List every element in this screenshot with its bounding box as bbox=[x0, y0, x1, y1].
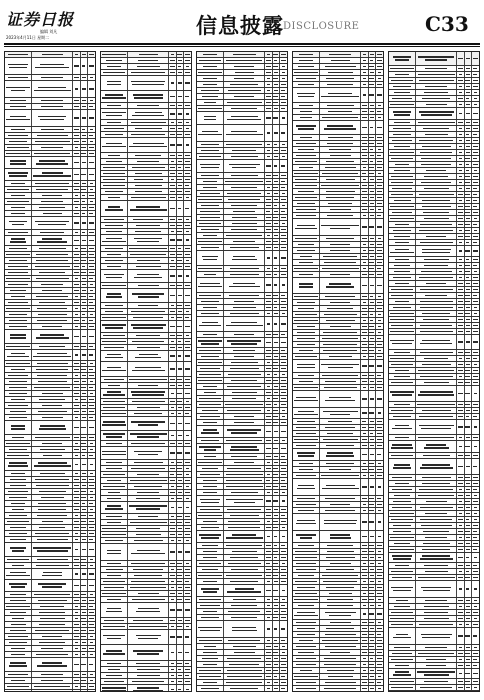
page-number: C33 bbox=[425, 12, 469, 36]
table-row bbox=[5, 110, 95, 127]
table-row bbox=[293, 449, 383, 461]
table-row bbox=[293, 121, 383, 135]
issue-date: 2023年4月11日 星期二 bbox=[6, 35, 50, 40]
table-row bbox=[197, 621, 287, 638]
table-row bbox=[5, 459, 95, 471]
table-row bbox=[197, 251, 287, 266]
table-row bbox=[293, 391, 383, 408]
table-row bbox=[5, 690, 95, 692]
table-row bbox=[197, 338, 287, 348]
table-row bbox=[5, 81, 95, 98]
table-row bbox=[101, 447, 191, 460]
table-row bbox=[197, 496, 287, 507]
table-row bbox=[101, 235, 191, 246]
table-row bbox=[101, 321, 191, 333]
table-row bbox=[5, 169, 95, 181]
table-row bbox=[101, 362, 191, 377]
table-row bbox=[5, 58, 95, 75]
table-row bbox=[5, 157, 95, 169]
table-row bbox=[389, 52, 479, 66]
table-row bbox=[389, 108, 479, 120]
table-row bbox=[293, 278, 383, 294]
table-row bbox=[293, 479, 383, 496]
table-row bbox=[5, 217, 95, 230]
table-row bbox=[293, 609, 383, 620]
table-row bbox=[101, 645, 191, 661]
table-row bbox=[101, 289, 191, 303]
table-row bbox=[101, 544, 191, 561]
table-row bbox=[389, 691, 479, 692]
table-row bbox=[293, 408, 383, 419]
table-column-3 bbox=[196, 51, 288, 692]
table-row bbox=[5, 543, 95, 557]
table-row bbox=[197, 531, 287, 543]
table-row bbox=[101, 389, 191, 399]
table-row bbox=[197, 278, 287, 293]
table-row bbox=[389, 669, 479, 679]
table-row bbox=[293, 514, 383, 531]
table-row bbox=[101, 91, 191, 103]
table-row bbox=[389, 581, 479, 598]
table-row bbox=[389, 386, 479, 402]
table-row bbox=[197, 112, 287, 125]
table-row bbox=[5, 236, 95, 246]
table-row bbox=[5, 330, 95, 344]
table-row bbox=[101, 138, 191, 153]
section-title-en: DISCLOSURE bbox=[283, 21, 360, 32]
table-row bbox=[101, 351, 191, 362]
table-row bbox=[5, 580, 95, 592]
table-row bbox=[101, 201, 191, 217]
table-row bbox=[101, 630, 191, 645]
table-row bbox=[197, 125, 287, 142]
masthead bbox=[0, 0, 484, 44]
editor-info: 编辑 刘凡 bbox=[40, 29, 58, 34]
table-row bbox=[197, 585, 287, 597]
table-row bbox=[389, 420, 479, 435]
table-row bbox=[293, 360, 383, 373]
table-column-2 bbox=[100, 51, 192, 692]
newspaper-logo: 证券日报 bbox=[6, 10, 75, 29]
table-row bbox=[389, 459, 479, 475]
table-row bbox=[101, 109, 191, 120]
table-row bbox=[197, 317, 287, 332]
table-row bbox=[5, 658, 95, 672]
header-rule bbox=[4, 43, 480, 45]
table-row bbox=[389, 628, 479, 645]
table-row bbox=[389, 553, 479, 563]
table-row bbox=[101, 270, 191, 283]
table-row bbox=[5, 569, 95, 580]
table-row bbox=[197, 426, 287, 438]
table-row bbox=[101, 685, 191, 692]
table-row bbox=[389, 246, 479, 257]
table-column-5 bbox=[388, 51, 480, 692]
table-column-1 bbox=[4, 51, 96, 692]
table-row bbox=[389, 335, 479, 350]
table-row bbox=[197, 444, 287, 454]
section-title: 信息披露 bbox=[196, 13, 284, 38]
table-row bbox=[293, 219, 383, 236]
table-row bbox=[101, 417, 191, 431]
table-row bbox=[101, 431, 191, 441]
table-row bbox=[389, 441, 479, 453]
table-row bbox=[5, 350, 95, 361]
table-row bbox=[5, 421, 95, 435]
table-row bbox=[197, 160, 287, 173]
table-row bbox=[293, 88, 383, 103]
table-column-4 bbox=[292, 51, 384, 692]
table-row bbox=[101, 603, 191, 618]
header-rule-thin bbox=[4, 46, 480, 47]
table-row bbox=[101, 502, 191, 514]
table-row bbox=[293, 531, 383, 543]
table-row bbox=[101, 76, 191, 91]
